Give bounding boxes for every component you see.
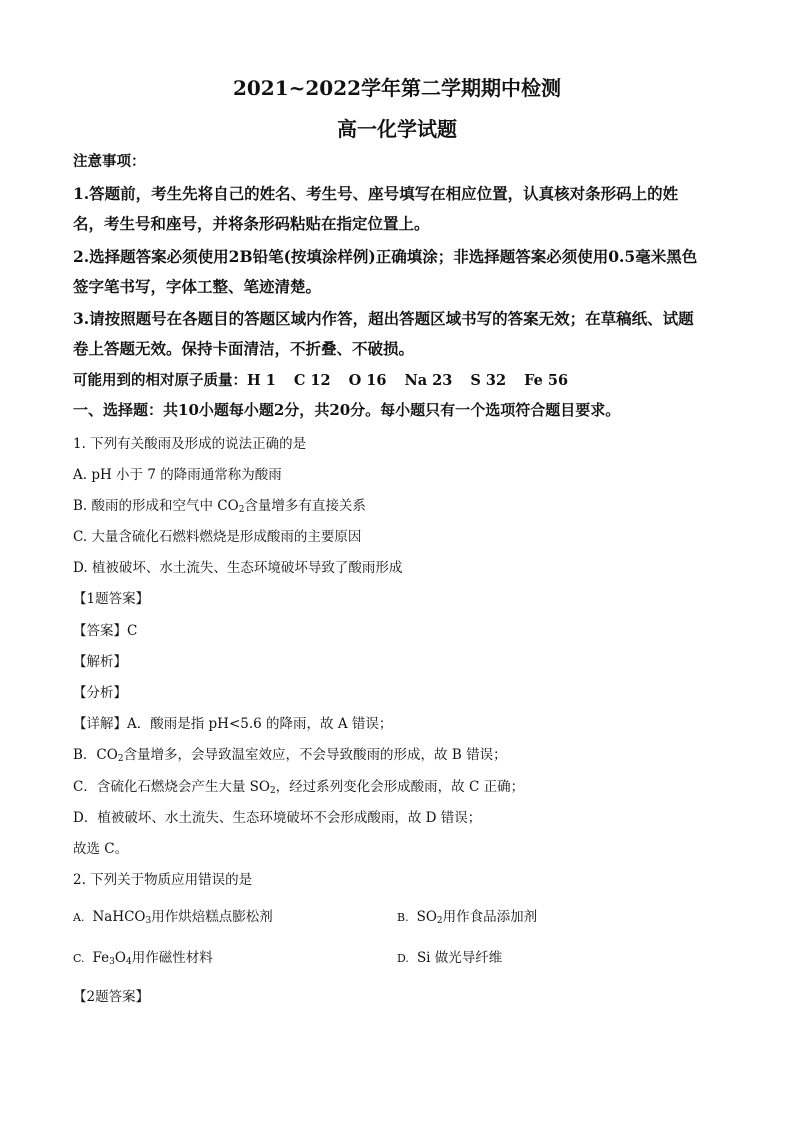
atomic-mass-item: S 32 [470, 372, 507, 389]
question-stem: 1. 下列有关酸雨及形成的说法正确的是 [73, 436, 307, 452]
notice-line: 签字笔书写，字体工整、笔迹清楚。 [73, 277, 322, 296]
notice-line: 3.请按照题号在各题目的答题区域内作答，超出答题区域书写的答案无效；在草稿纸、试题 [73, 309, 694, 328]
q2-option-d: D. Si 做光导纤维 [397, 950, 503, 966]
q1-option-c: C. 大量含硫化石燃料燃烧是形成酸雨的主要原因 [73, 529, 362, 545]
atomic-mass-item: Na 23 [404, 372, 453, 389]
conclusion: 故选 C。 [73, 841, 129, 857]
q2-option-b: B. $SO_2$用作食品添加剂 [397, 909, 538, 926]
page-title: 2021~2022学年第二学期期中检测 [232, 76, 562, 100]
atomic-masses [73, 369, 586, 390]
atomic-mass-item: C 12 [293, 372, 331, 389]
fenxi-heading: 【分析】 [73, 685, 127, 701]
q1-option-b: B. 酸雨的形成和空气中 $CO_2$含量增多有直接关系 [73, 498, 366, 515]
answer-heading: 【1题答案】 [73, 591, 150, 607]
page-subtitle: 高一化学试题 [337, 117, 457, 141]
q2-option-a: A. NaHCO$_3$用作烘焙糕点膨松剂 [73, 909, 273, 926]
section-heading: 一、选择题：共10小题每小题2分，共20分。每小题只有一个选项符合题目要求。 [73, 401, 621, 419]
answer-text: 【答案】C [73, 623, 138, 639]
detail-line: B．$CO_2$含量增多，会导致温室效应，不会导致酸雨的形成，故 B 错误； [73, 747, 507, 764]
notice-line: 卷上答题无效。保持卡面清洁，不折叠、不破损。 [73, 339, 415, 358]
detail-line: 【详解】A．酸雨是指 pH<5.6 的降雨，故 A 错误； [73, 716, 393, 732]
notice-line: 名，考生号和座号，并将条形码粘贴在指定位置上。 [73, 214, 430, 233]
notice-line: 1.答题前，考生先将自己的姓名、考生号、座号填写在相应位置，认真核对条形码上的姓 [73, 184, 679, 203]
q1-option-a: A. pH 小于 7 的降雨通常称为酸雨 [73, 467, 282, 483]
notice-heading: 注意事项： [73, 153, 146, 170]
notice-line: 2.选择题答案必须使用2B铅笔(按填涂样例)正确填涂；非选择题答案必须使用0.5毫米黑色 [73, 247, 698, 266]
q1-option-d: D. 植被破坏、水土流失、生态环境破坏导致了酸雨形成 [73, 560, 403, 576]
question-stem: 2. 下列关于物质应用错误的是 [73, 872, 253, 888]
q2-option-c: C. $Fe_3O_4$用作磁性材料 [73, 950, 213, 967]
atomic-mass-item: Fe 56 [524, 372, 569, 389]
atomic-mass-item: O 16 [348, 372, 387, 389]
detail-line: D．植被破坏、水土流失、生态环境破坏不会形成酸雨，故 D 错误； [73, 810, 482, 826]
atomic-mass-item: H 1 [247, 372, 276, 389]
atomic-masses-label: 可能用到的相对原子质量： [73, 372, 247, 389]
analysis-heading: 【解析】 [73, 654, 127, 670]
detail-line: C．含硫化石燃烧会产生大量 $SO_2$，经过系列变化会形成酸雨，故 C 正确； [73, 779, 525, 796]
answer-heading: 【2题答案】 [73, 989, 150, 1005]
